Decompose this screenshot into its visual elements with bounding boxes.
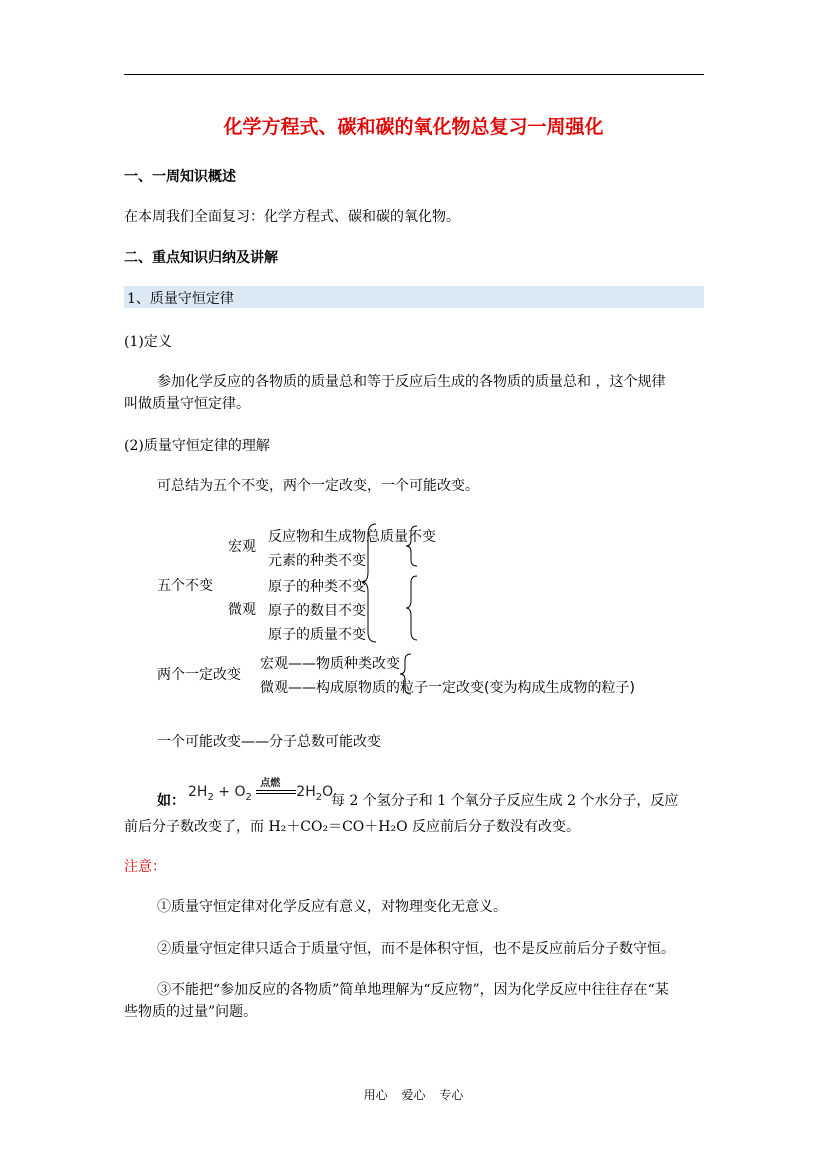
micro-item-1: 原子的种类不变 <box>268 579 366 595</box>
definition-line-2: 叫做质量守恒定律。 <box>124 396 250 412</box>
example-line-2: 前后分子数改变了，而 H₂＋CO₂＝CO＋H₂O 反应前后分子数没有改变。 <box>124 819 581 835</box>
note-3-line-1: ③不能把“参加反应的各物质”简单地理解为“反应物”，因为化学反应中往往存在“某 <box>157 982 669 998</box>
intro-paragraph: 在本周我们全面复习：化学方程式、碳和碳的氧化物。 <box>124 209 460 225</box>
reaction-arrow <box>256 778 296 799</box>
two-item-1: 宏观——物质种类改变 <box>260 656 400 672</box>
definition-line-1: 参加化学反应的各物质的质量总和等于反应后生成的各物质的质量总和 ，这个规律 <box>157 374 666 390</box>
five-unchanged-label: 五个不变 <box>157 578 213 594</box>
macro-item-1: 反应物和生成物总质量不变 <box>268 529 436 545</box>
page-footer: 用心 爱心 专心 <box>363 1088 464 1102</box>
section-bar <box>124 286 704 308</box>
note-3-line-2: 些物质的过量”问题。 <box>124 1004 258 1020</box>
micro-item-3: 原子的质量不变 <box>268 627 366 643</box>
micro-item-2: 原子的数目不变 <box>268 603 366 619</box>
heading-overview: 一、一周知识概述 <box>124 169 236 185</box>
header-rule <box>124 74 704 75</box>
note-2: ②质量守恒定律只适合于质量守恒，而不是体积守恒，也不是反应前后分子数守恒。 <box>157 941 675 957</box>
combustion-equation: $2H_2 + O_2$ 点燃 $2H_2O$ <box>188 784 333 803</box>
two-changed-label: 两个一定改变 <box>157 667 241 683</box>
understanding-label: (2)质量守恒定律的理解 <box>124 438 270 454</box>
summary-line: 可总结为五个不变，两个一定改变，一个可能改变。 <box>157 478 479 494</box>
section-title: 1、质量守恒定律 <box>127 291 234 307</box>
condition-label: 点燃 <box>260 778 281 789</box>
heading-key-points: 二、重点知识归纳及讲解 <box>124 250 278 266</box>
definition-label: (1)定义 <box>124 334 172 350</box>
micro-label: 微观 <box>228 602 256 618</box>
two-item-2: 微观——构成原物质的粒子一定改变(变为构成生成物的粒子) <box>260 680 635 696</box>
note-label: 注意： <box>124 859 166 875</box>
example-text: 每 2 个氢分子和 1 个氧分子反应生成 2 个水分子，反应 <box>331 793 679 809</box>
macro-item-2: 元素的种类不变 <box>268 553 366 569</box>
document-title: 化学方程式、碳和碳的氧化物总复习一周强化 <box>223 116 604 138</box>
note-1: ①质量守恒定律对化学反应有意义，对物理变化无意义。 <box>157 899 507 915</box>
brace-micro <box>406 576 417 640</box>
possible-change-line: 一个可能改变——分子总数可能改变 <box>157 734 381 750</box>
example-label: 如： <box>157 793 185 809</box>
macro-label: 宏观 <box>228 539 256 555</box>
